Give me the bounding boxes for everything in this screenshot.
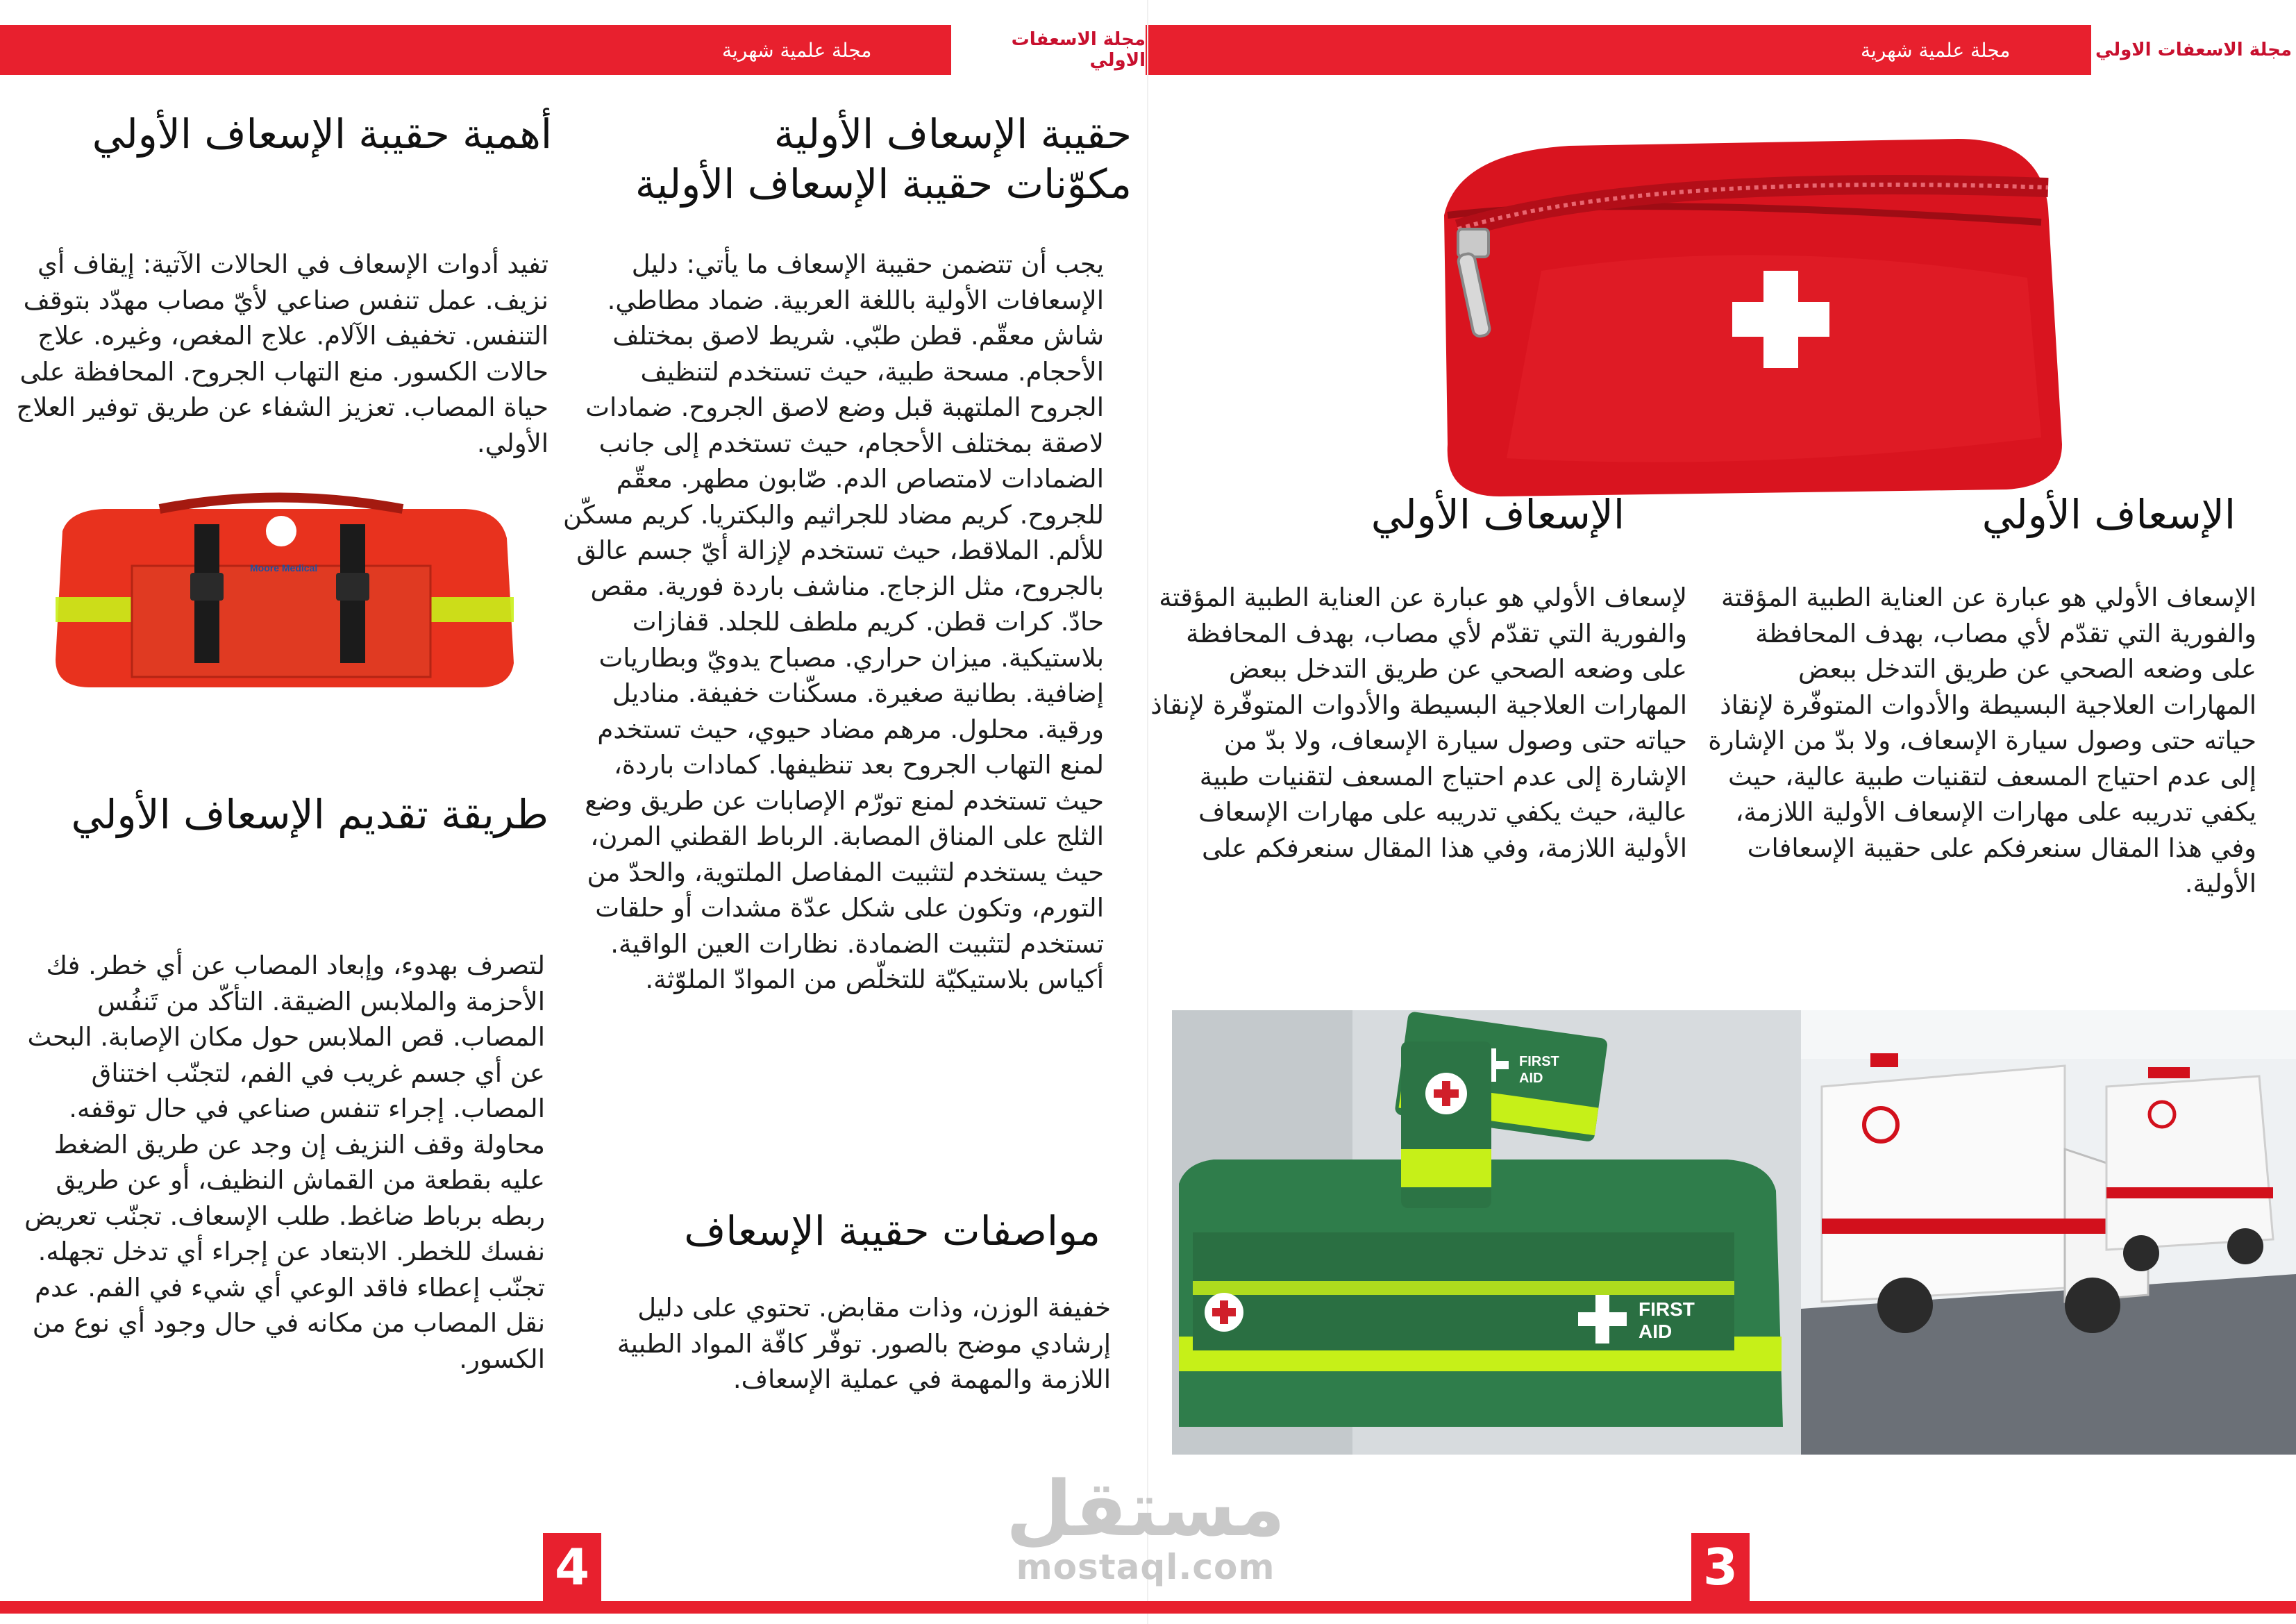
specs-text: خفيفة الوزن، وذات مقابض. تحتوي على دليل إرشادي موضح بالصور. توفّر كافّة المواد الطبية اللازمة والمهمة في عملية الإسعاف.: [617, 1293, 1111, 1394]
page-number-4: 4: [543, 1533, 601, 1601]
footer-bar: [0, 1601, 2296, 1614]
magazine-subtitle-page3: مجلة علمية شهرية: [1861, 38, 2011, 62]
svg-text:AID: AID: [1519, 1071, 1543, 1086]
importance-heading: أهمية حقيبة الإسعاف الأولي: [92, 110, 552, 158]
page-number-3: 3: [1691, 1533, 1750, 1601]
watermark: [1000, 1464, 1291, 1587]
red-trauma-bag-image: [42, 489, 521, 698]
method-heading: طريقة تقديم الإسعاف الأولي: [71, 791, 548, 838]
method-text: لتصرف بهدوء، وإبعاد المصاب عن أي خطر. فك الأحزمة والملابس الضيقة. التأكّد من تَنفُس المصاب. قص الملابس حول مكان الإصابة. البحث عن أي جسم غريب في الفم، لتجنّب اختناق المصاب. إجراء تنفس صناعي في حال توقفه. محاولة وقف النزيف إن وجد عن طريق الضغط عليه بقطعة من القماش النظيف، أو عن طريق ربطه برباط ضاغط. طلب الإسعاف. تجنّب تعريض نفسك للخطر. الابتعاد عن إجراء أي تدخل تجهله. تجنّب إعطاء فاقد الوعي أي شيء في الفم. عدم نقل المصاب من مكانه في حال وجود أي نوع من الكسور.: [24, 951, 545, 1374]
magazine-name-page4: مجلة الاسعفات الاولي: [951, 25, 1146, 75]
watermark-latin: mostaql.com: [1016, 1547, 1275, 1587]
svg-text:FIRST: FIRST: [1519, 1054, 1559, 1069]
magazine-subtitle-page4: مجلة علمية شهرية: [722, 38, 872, 62]
page3-text-left: لإسعاف الأولي هو عبارة عن العناية الطبية المؤقتة والفورية التي تقدّم لأي مصاب، بهدف المحافظة على وضعه الصحي عن طريق التدخل ببعض المهارات العلاجية البسيطة والأدوات المتوفّرة لإنقاذ حياته حتى وصول سيارة الإسعاف، ولا بدّ من الإشارة إلى عدم احتياج المسعف لتقنيات طبية عالية، حيث يكفي تدريبه على مهارات الإسعاف الأولية اللازمة، وفي هذا المقال سنعرفكم على: [1150, 583, 1687, 863]
page4-title: حقيبة الإسعاف الأولية: [773, 110, 1132, 158]
svg-text:FIRST: FIRST: [1639, 1298, 1695, 1320]
components-text: يجب أن تتضمن حقيبة الإسعاف ما يأتي: دليل الإسعافات الأولية باللغة العربية. ضماد مطاطي. شاش معقّم. قطن طبّي. شريط لاصق بمختلف الأحجام. مسحة طبية، حيث تستخدم لتنظيف الجروح الملتهبة قبل وضع لاصق الجروح. ضمادات لاصقة بمختلف الأحجام، حيث تستخدم إلى جانب الضمادات لامتصاص الدم. صّابون مطهر. معقّم للجروح. كريم مضاد للجراثيم والبكتريا. كريم مسكّن للألم. الملاقط، حيث تستخدم لإزالة أيّ جسم عالق بالجروح، مثل الزجاج. مناشف باردة فورية. مقص حادّ. كرات قطن. كريم ملطف للجلد. قفازات بلاستيكية. ميزان حراري. مصباح يدويّ وبطاريات إضافية. بطانية صغيرة. مسكّنات خفيفة. مناديل ورقية. محلول. مرهم مضاد حيوي، حيث تستخدم لمنع التهاب الجروح بعد تنظيفها. كمادات باردة، حيث تستخدم لمنع تورّم الإصابات عن طريق وضع الثلج على المناق المصابة. الرباط القطني المرن، حيث يستخدم لتثبيت المفاصل الملتوية، والحدّ من التورم، وتكون على شكل عدّة مشدات أو حلقات تستخدم لتثبيت الضمادة. نظارات العين الواقية. أكياس بلاستيكيّة للتخلّص من الموادّ الملوّثة.: [562, 249, 1104, 994]
page3-heading-left: الإسعاف الأولي: [1371, 491, 1625, 538]
svg-text:AID: AID: [1639, 1321, 1673, 1342]
page3-heading-right: الإسعاف الأولي: [1981, 491, 2236, 538]
magazine-name-page3: مجلة الاسعفات الاولي: [2091, 25, 2296, 75]
bag-brand-label: Moore Medical: [250, 562, 318, 574]
green-first-aid-bag-image: [1172, 1010, 1801, 1455]
red-first-aid-pouch-image: [1416, 111, 2076, 500]
ambulances-image: [1801, 1010, 2296, 1455]
page3-text-right: الإسعاف الأولي هو عبارة عن العناية الطبية المؤقتة والفورية التي تقدّم لأي مصاب، بهدف المحافظة على وضعه الصحي عن طريق التدخل ببعض المهارات العلاجية البسيطة والأدوات المتوفّرة لإنقاذ حياته حتى وصول سيارة الإسعاف، ولا بدّ من الإشارة إلى عدم احتياج المسعف لتقنيات طبية عالية، حيث يكفي تدريبه على مهارات الإسعاف الأولية اللازمة، وفي هذا المقال سنعرفكم على حقيبة الإسعافات الأولية.: [1708, 583, 2256, 898]
specs-heading: مواصفات حقيبة الإسعاف: [684, 1207, 1100, 1255]
page4-components-heading: مكوّنات حقيبة الإسعاف الأولية: [635, 160, 1132, 208]
importance-text: تفيد أدوات الإسعاف في الحالات الآتية: إيقاف أي نزيف. عمل تنفس صناعي لأيّ مصاب مهدّد بتوقف التنفس. تخفيف الآلام. علاج المغص، وغيره. علاج حالات الكسور. منع التهاب الجروح. المحافظة على حياة المصاب. تعزيز الشفاء عن طريق توفير العلاج الأولي.: [16, 249, 548, 458]
watermark-arabic: مستقل: [1005, 1464, 1286, 1553]
